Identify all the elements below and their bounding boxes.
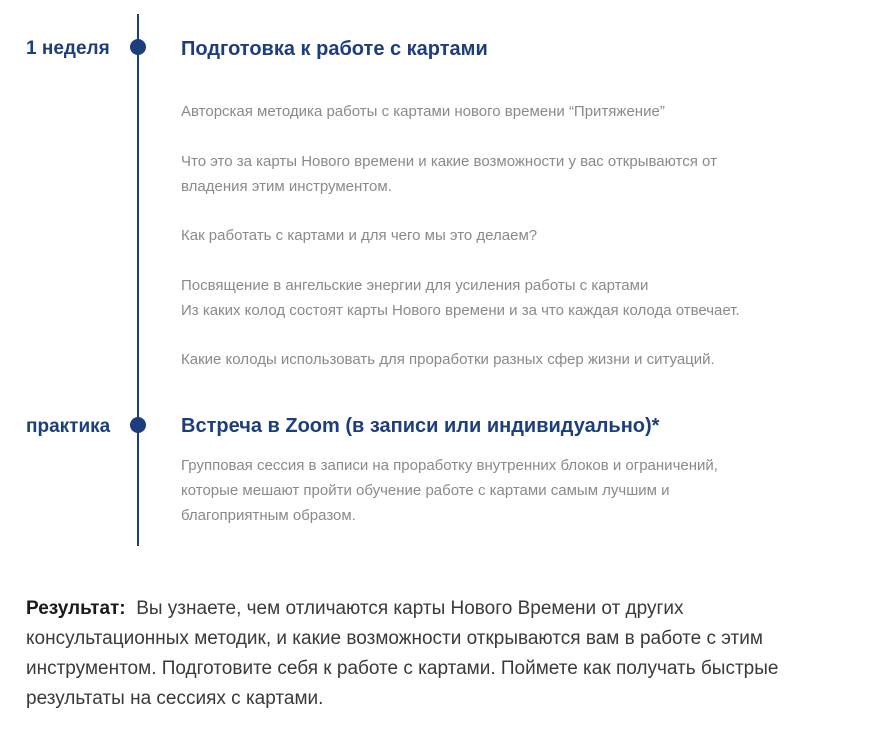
week-paragraph-2: Что это за карты Нового времени и какие возможности у вас открываются от владения этим инструментом. bbox=[181, 153, 717, 195]
week-paragraph-3: Как работать с картами и для чего мы это делаем? bbox=[181, 227, 538, 244]
week-paragraph-1: Авторская методика работы с картами нового времени “Притяжение” bbox=[181, 103, 665, 120]
practice-label: практика bbox=[26, 416, 111, 437]
week-label: 1 неделя bbox=[26, 38, 110, 59]
week-paragraph-6: Какие колоды использовать для проработки разных сфер жизни и ситуаций. bbox=[181, 351, 715, 368]
practice-title: Встреча в Zoom (в записи или индивидуально)* bbox=[181, 415, 660, 437]
practice-paragraph: Групповая сессия в записи на проработку внутренних блоков и ограничений, которые мешают пройти обучение работе с картами самым лучшим и благоприятным образом. bbox=[181, 457, 718, 524]
result-block bbox=[26, 594, 846, 714]
timeline-line bbox=[137, 14, 139, 546]
week-title: Подготовка к работе с картами bbox=[181, 38, 488, 60]
week-dot bbox=[130, 39, 146, 55]
practice-dot bbox=[130, 417, 146, 433]
result-label: Результат: bbox=[26, 598, 126, 619]
result-text: Вы узнаете, чем отличаются карты Нового Времени от других консультационных методик, и какие возможности открываются вам в работе с этим инструментом. Подготовите себя к работе с картами. Поймете как получать быстрые результаты на сессиях с картами. bbox=[26, 598, 779, 709]
week-paragraph-4: Посвящение в ангельские энергии для усиления работы с картами bbox=[181, 277, 649, 294]
week-paragraph-5: Из каких колод состоят карты Нового времени и за что каждая колода отвечает. bbox=[181, 302, 740, 319]
